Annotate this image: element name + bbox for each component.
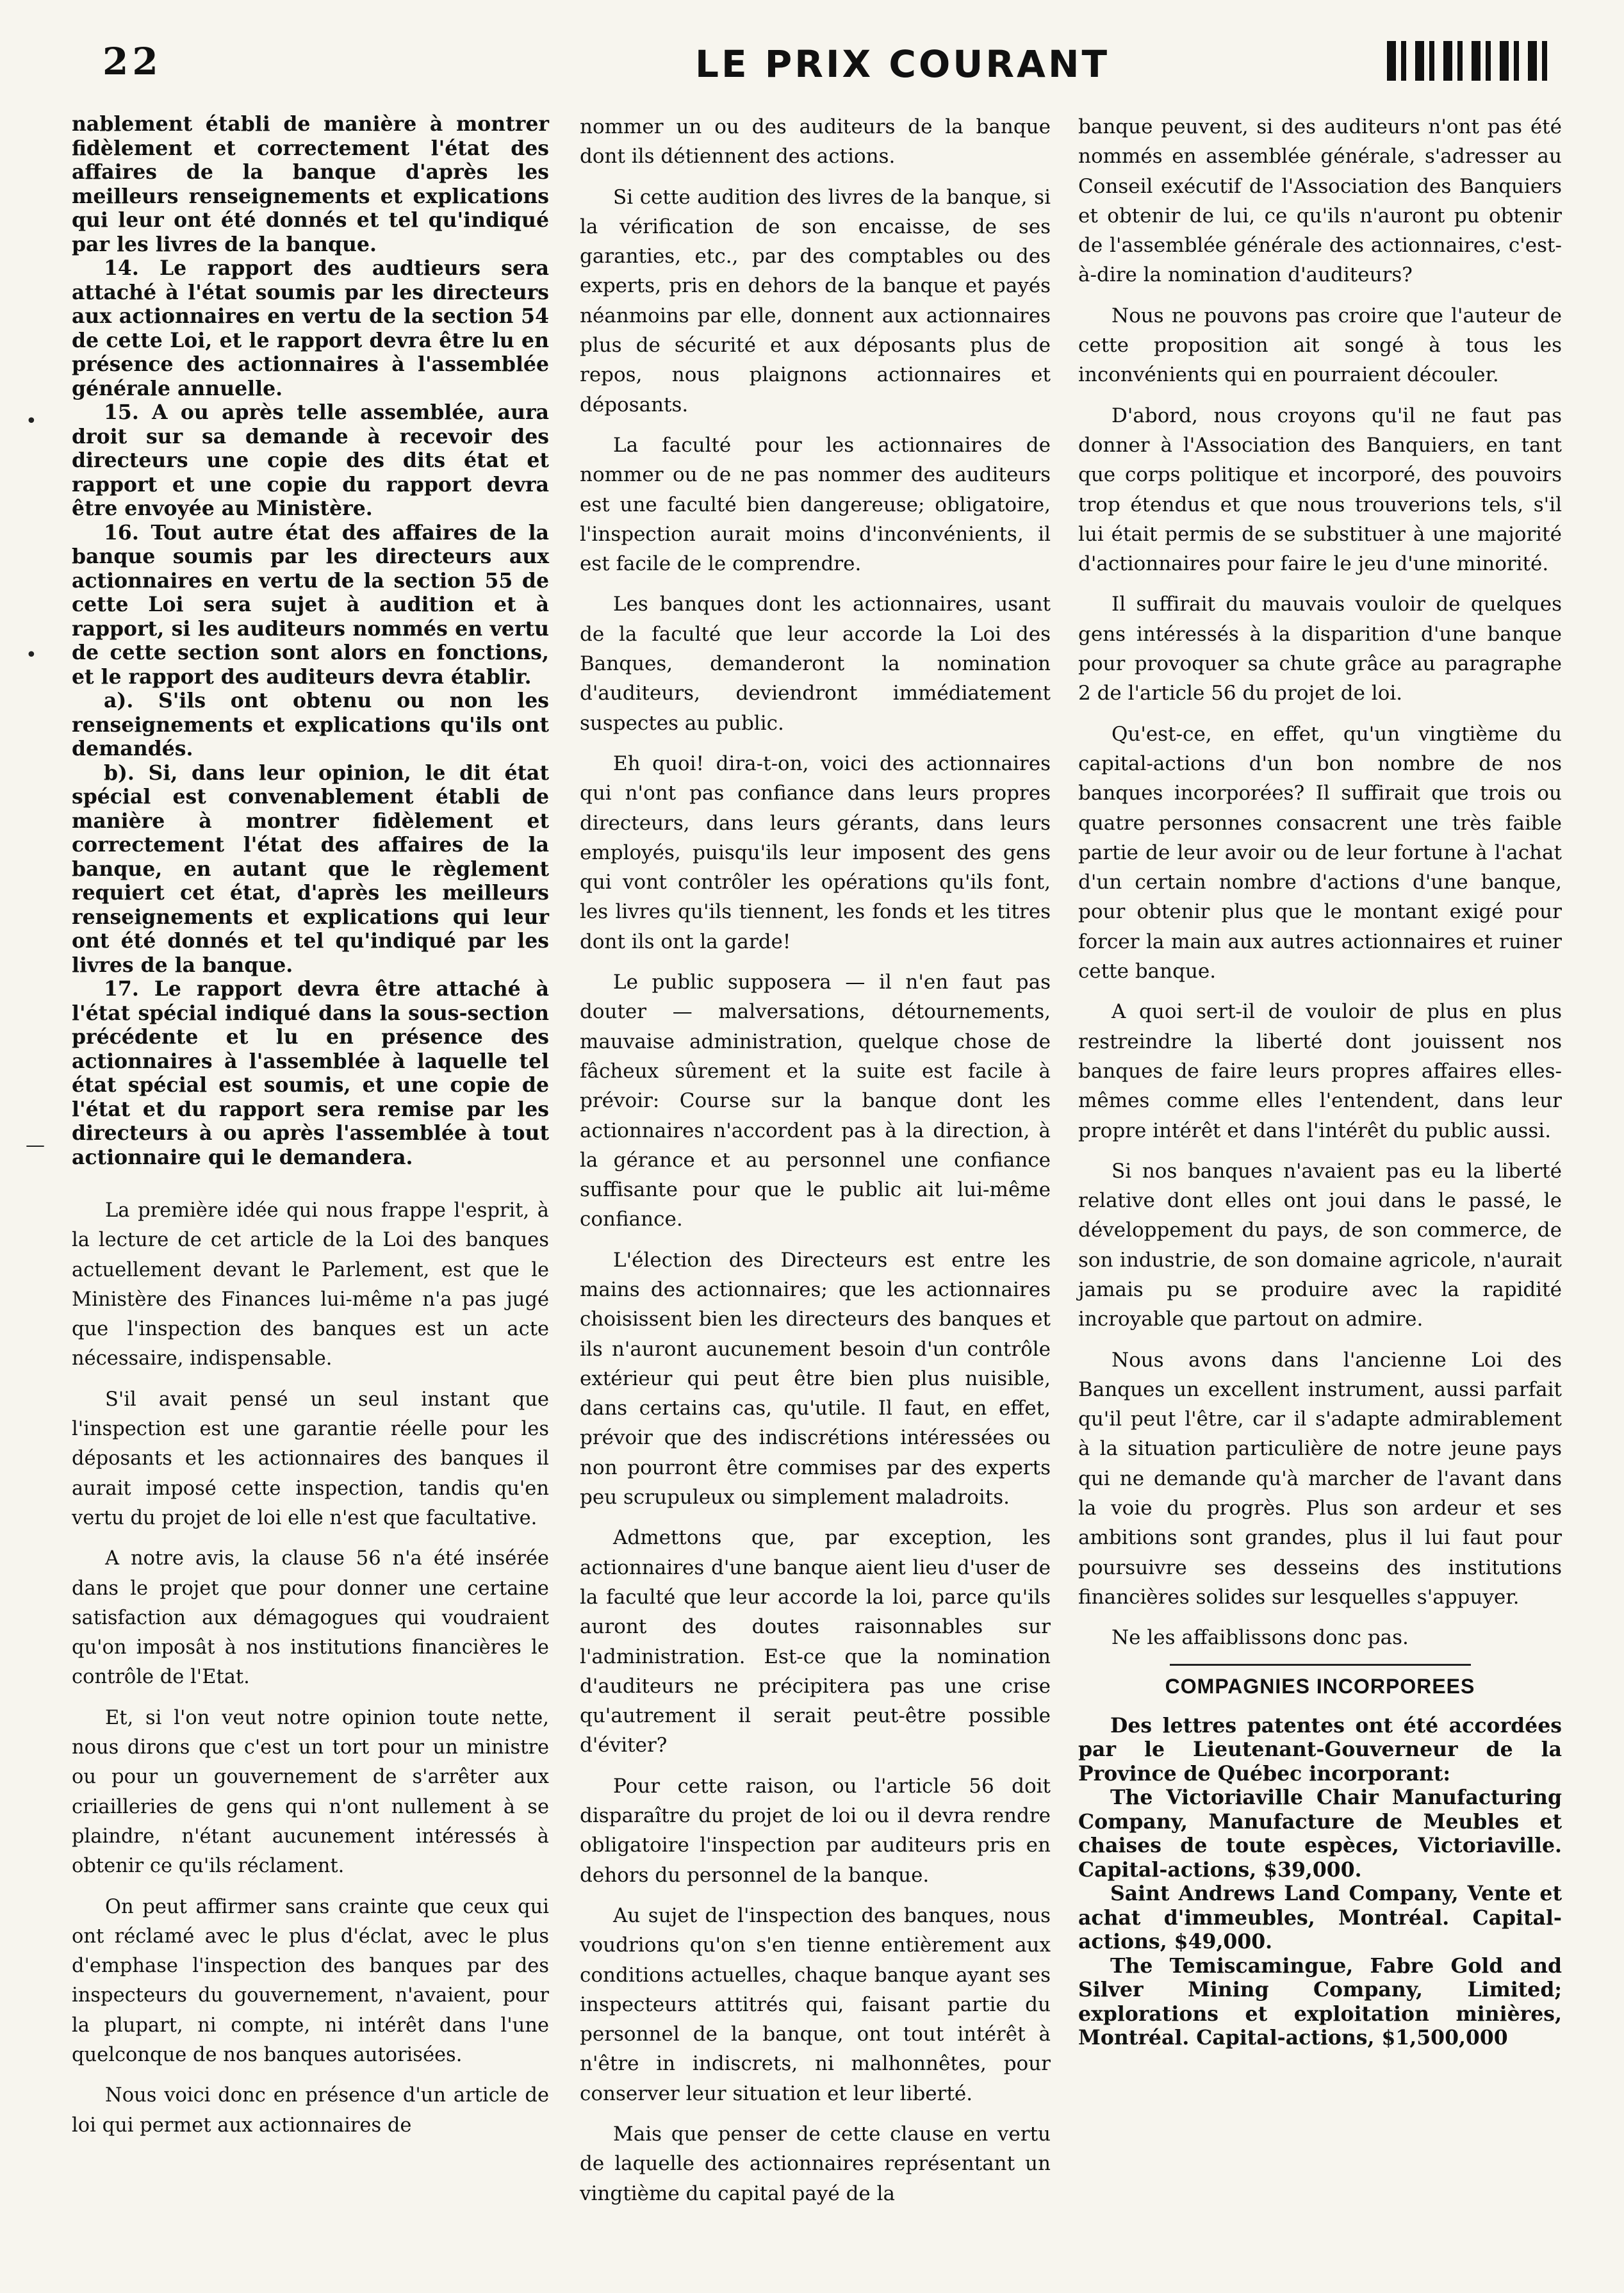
column-1 [72,112,549,2151]
article-paragraph: A notre avis, la clause 56 n'a été insérée dans le projet que pour donner une certaine satisfaction aux démagogues qui voudraient qu'on imposât à nos institutions financières le contrôle de l'Etat. [72,1547,549,1689]
law-subsection-b: b). Si, dans leur opinion, le dit état spécial est convenablement établi de manière à montrer fidèlement et correctement l'état des affaires de la banque, en autant que le règlement requiert cet état, d'après les meilleurs renseignements et explications qui leur ont été donnés et tel qu'indiqué par les livres de la banque. [72,760,549,977]
article-paragraph: La faculté pour les actionnaires de nommer ou de ne pas nommer des auditeurs est une faculté bien dangereuse; obligatoire, l'inspection aurait moins d'inconvénients, il est facile de le comprendre. [580,433,1051,576]
masthead-ornament [1387,41,1554,81]
incorporation-notice: Des lettres patentes ont été accordées par le Lieutenant-Gouverneur de la Province de Québec incorporant: [1078,1713,1562,1786]
column-3 [1078,112,1562,2050]
article-paragraph: Eh quoi! dira-t-on, voici des actionnaires qui n'ont pas confiance dans leurs propres directeurs, dans leurs gérants, dans leurs employés, puisqu'ils leur imposent des gens qui vont contrôler les opérations qu'ils font, les livres qu'ils tiennent, les fonds et les titres dont ils ont la garde! [580,752,1051,953]
article-paragraph: Le public supposera — il n'en faut pas douter — malversations, détournements, mauvaise administration, quelque chose de fâcheux sûrement et la suite est facile à prévoir: Course sur la banque dont les actionnaires n'accordent pas à la direction, à la gérance et au personnel une confiance suffisante pour que le public ait lui-même confiance. [580,971,1051,1231]
article-paragraph: Les banques dont les actionnaires, usant de la faculté que leur accorde la Loi des Banques, demanderont la nomination d'auditeurs, deviendront immédiatement suspectes au public. [580,593,1051,735]
law-subsection-a: a). S'ils ont obtenu ou non les renseignements et explications qu'ils ont demandés. [72,689,549,760]
company-entry: The Temiscamingue, Fabre Gold and Silver Mining Company, Limited; explorations et exploitation minières, Montréal. Capital-actions, $1,500,000 [1078,1953,1562,2050]
article-paragraph: A quoi sert-il de vouloir de plus en plus restreindre la liberté dont jouissent nos banques de faire leurs propres affaires elles-mêmes comme elles l'entendent, dans leur propre intérêt et dans l'intérêt du public aussi. [1078,1000,1562,1142]
article-paragraph: Nous voici donc en présence d'un article de loi qui permet aux actionnaires de [72,2084,549,2137]
article-paragraph: nommer un ou des auditeurs de la banque dont ils détiennent des actions. [580,115,1051,168]
journal-title: LE PRIX COURANT [695,42,1110,86]
article-paragraph: L'élection des Directeurs est entre les mains des actionnaires; que les actionnaires choisissent bien les directeurs des banques et ils n'auront aucunement besoin d'un contrôle extérieur qui peut être bien plus nuisible, dans certains cas, qu'utile. Il faut, en effet, prévoir que des indiscrétions intéressées ou non pourront être commises par des experts peu scrupuleux ou simplement maladroits. [580,1248,1051,1509]
article-paragraph: S'il avait pensé un seul instant que l'inspection est une garantie réelle pour les déposants et les actionnaires des banques il aurait imposé cette inspection, tandis qu'en vertu du projet de loi elle n'est que facultative. [72,1388,549,1529]
law-paragraph: nablement établi de manière à montrer fidèlement et correctement l'état des affaires de la banque d'après les meilleurs renseignements et explications qui leur ont été donnés et tel qu'indiqué par les livres de la banque. [72,112,549,256]
company-entry: The Victoriaville Chair Manufacturing Company, Manufacture de Meubles et chaises de toute espèces, Victoriaville. Capital-actions, $39,000. [1078,1786,1562,1882]
page-header [0,28,1624,92]
law-section-16: 16. Tout autre état des affaires de la banque soumis par les directeurs aux actionnaires en vertu de la section 55 de cette Loi sera sujet à audition et à rapport, si les auditeurs nommés en vertu de cette section sont alors en fonctions, et le rapport des auditeurs devra établir. [72,520,549,689]
law-section-14: 14. Le rapport des audtieurs sera attaché à l'état soumis par les directeurs aux actionnaires en vertu de la section 54 de cette Loi, et le rapport devra être lu en présence des actionnaires à l'assemblée générale annuelle. [72,256,549,400]
article-paragraph: Admettons que, par exception, les actionnaires d'une banque aient lieu d'user de la faculté que leur accorde la loi, parce qu'ils auront des doutes raisonnables sur l'administration. Est-ce que la nomination d'auditeurs ne précipitera pas une crise qu'autrement il serait peut-être possible d'éviter? [580,1526,1051,1757]
article-paragraph: On peut affirmer sans crainte que ceux qui ont réclamé avec le plus d'éclat, avec le plus d'emphase l'inspection des banques par des inspecteurs du gouvernement, n'avaient, pour la plupart, ni compte, ni intérêt dans l'une quelconque de nos banques autorisées. [72,1895,549,2067]
article-paragraph: Au sujet de l'inspection des banques, nous voudrions qu'on s'en tienne entièrement aux conditions actuelles, chaque banque ayant ses inspecteurs attitrés qui, faisant partie du personnel de la banque, ont tout intérêt à n'être in indiscrets, ni malhonnêtes, pour conserver leur situation et leur liberté. [580,1903,1051,2105]
margin-dash-icon: — [26,1134,45,1156]
law-section-15: 15. A ou après telle assemblée, aura droit sur sa demande à recevoir des directeurs une copie des dits état et rapport et une copie du rapport devra être envoyée au Ministère. [72,400,549,520]
article-paragraph: Il suffirait du mauvais vouloir de quelques gens intéressés à la disparition d'une banque pour provoquer sa chute grâce au paragraphe 2 de l'article 56 du projet de loi. [1078,593,1562,705]
page-number: 22 [103,40,162,83]
law-section-17: 17. Le rapport devra être attaché à l'état spécial indiqué dans la sous-section précédente et lu en présence des actionnaires à l'assemblée à laquelle tel état spécial est soumis, et une copie de l'état et du rapport sera remise par les directeurs à ou après l'assemblée à tout actionnaire qui le demandera. [72,977,549,1169]
article-paragraph: Nous avons dans l'ancienne Loi des Banques un excellent instrument, aussi parfait qu'il peut l'être, car il s'adapte admirablement à la situation particulière de notre jeune pays qui ne demande qu'à marcher de l'avant dans la voie du progrès. Plus son ardeur et ses ambitions sont grandes, plus il lui faut pour poursuivre ses desseins des institutions financières solides sur lesquelles s'appuyer. [1078,1348,1562,1609]
article-paragraph: Si cette audition des livres de la banque, si la vérification de son encaisse, de ses garanties, etc., par des comptables ou des experts, pris en dehors de la banque et payés néanmoins par elle, donnent aux actionnaires plus de sécurité et aux déposants plus de repos, nous plaignons actionnaires et déposants. [580,185,1051,416]
article-paragraph: Pour cette raison, ou l'article 56 doit disparaître du projet de loi ou il devra rendre obligatoire l'inspection par auditeurs pris en dehors du personnel de la banque. [580,1774,1051,1887]
section-divider [1170,1664,1471,1666]
article-paragraph: Nous ne pouvons pas croire que l'auteur de cette proposition ait songé à tous les inconvénients qui en pourraient découler. [1078,304,1562,387]
section-heading: COMPAGNIES INCORPOREES [1165,1674,1475,1698]
margin-bullet-icon: • [26,644,37,666]
margin-dot-icon: • [26,410,37,432]
article-paragraph: D'abord, nous croyons qu'il ne faut pas donner à l'Association des Banquiers, en tant que corps politique et incorporé, des pouvoirs trop étendus et que nous trouverions tels, s'il lui était permis de se substituer à une majorité d'actionnaires pour faire le jeu d'une minorité. [1078,404,1562,576]
article-paragraph: Ne les affaiblissons donc pas. [1111,1626,1409,1650]
article-paragraph: Et, si l'on veut notre opinion toute nette, nous dirons que c'est un tort pour un ministre ou pour un gouvernement de s'arrêter aux criailleries de gens qui n'ont nullement à se plaindre, n'étant aucunement intéressés à obtenir ce qu'ils réclament. [72,1706,549,1878]
article-paragraph: banque peuvent, si des auditeurs n'ont pas été nommés en assemblée générale, s'adresser au Conseil exécutif de l'Association des Banquiers et obtenir de lui, ce qu'ils n'auront pu obtenir de l'assemblée générale des actionnaires, c'est-à-dire la nomination d'auditeurs? [1078,115,1562,287]
article-paragraph: La première idée qui nous frappe l'esprit, à la lecture de cet article de la Loi des banques actuellement devant le Parlement, est que le Ministère des Finances lui-même n'a pas jugé que l'inspection des banques est un acte nécessaire, indispensable. [72,1199,549,1370]
article-paragraph: Si nos banques n'avaient pas eu la liberté relative dont elles ont joui dans le passé, le développement du pays, de son commerce, de son industrie, de son domaine agricole, n'aurait jamais pu se produire avec la rapidité incroyable que partout on admire. [1078,1159,1562,1331]
article-paragraph: Qu'est-ce, en effet, qu'un vingtième du capital-actions d'un bon nombre de nos banques incorporées? Il suffirait que trois ou quatre personnes consacrent une très faible partie de leur avoir ou de leur fortune à l'achat d'un certain nombre d'actions d'une banque, pour obtenir plus que le montant exigé pour forcer la main aux autres actionnaires et ruiner cette banque. [1078,722,1562,983]
article-paragraph: Mais que penser de cette clause en vertu de laquelle des actionnaires représentant un vingtième du capital payé de la [580,2123,1051,2205]
company-entry: Saint Andrews Land Company, Vente et achat d'immeubles, Montréal. Capital-actions, $49,000. [1078,1882,1562,1954]
column-2 [580,112,1051,2219]
